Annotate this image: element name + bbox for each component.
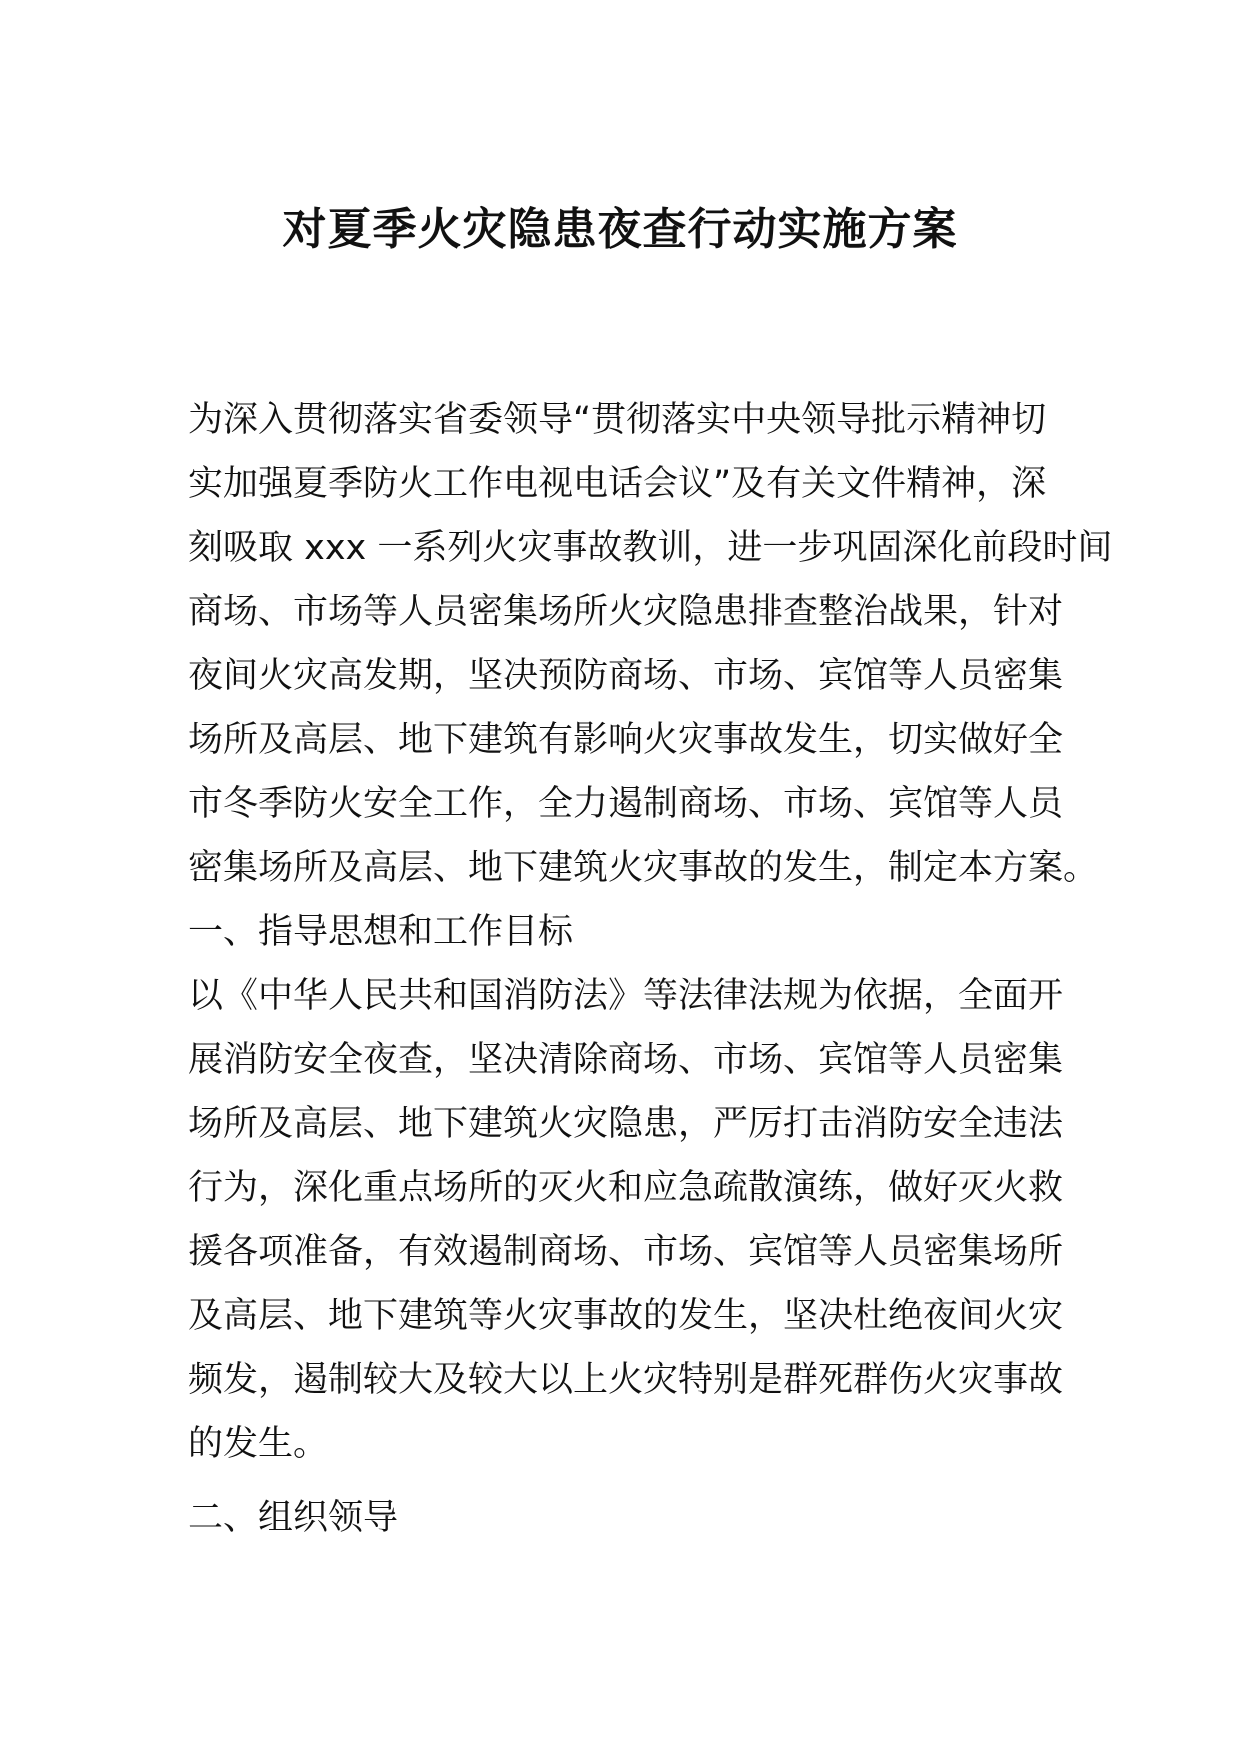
paragraph-line: 及高层、地下建筑等火灾事故的发生，坚决杜绝夜间火灾 bbox=[188, 1296, 1064, 1336]
paragraph-line: 频发，遏制较大及较大以上火灾特别是群死群伤火灾事故 bbox=[188, 1360, 1064, 1400]
section-heading: 二、组织领导 bbox=[188, 1498, 399, 1538]
paragraph-line: 商场、市场等人员密集场所火灾隐患排查整治战果，针对 bbox=[188, 592, 1064, 632]
document-title: 对夏季火灾隐患夜查行动实施方案 bbox=[282, 204, 958, 255]
document-body bbox=[188, 388, 1113, 1550]
paragraph-line: 实加强夏季防火工作电视电话会议”及有关文件精神，深 bbox=[188, 464, 1047, 504]
section1-paragraph bbox=[188, 964, 1064, 1476]
paragraph-line: 刻吸取 xxx 一系列火灾事故教训，进一步巩固深化前段时间 bbox=[188, 528, 1113, 568]
paragraph-line: 为深入贯彻落实省委领导“贯彻落实中央领导批示精神切 bbox=[188, 400, 1047, 440]
paragraph-line: 行为，深化重点场所的灭火和应急疏散演练，做好灭火救 bbox=[188, 1168, 1064, 1208]
paragraph-line: 援各项准备，有效遏制商场、市场、宾馆等人员密集场所 bbox=[188, 1232, 1064, 1272]
section-spacer bbox=[188, 1476, 1054, 1486]
paragraph-line: 场所及高层、地下建筑有影响火灾事故发生，切实做好全 bbox=[188, 720, 1064, 760]
intro-paragraph bbox=[188, 388, 1113, 900]
paragraph-line: 的发生。 bbox=[188, 1424, 329, 1464]
paragraph-line: 展消防安全夜查，坚决清除商场、市场、宾馆等人员密集 bbox=[188, 1040, 1064, 1080]
paragraph-line: 夜间火灾高发期，坚决预防商场、市场、宾馆等人员密集 bbox=[188, 656, 1064, 696]
paragraph-line: 密集场所及高层、地下建筑火灾事故的发生，制定本方案。 bbox=[188, 848, 1099, 888]
paragraph-line: 以《中华人民共和国消防法》等法律法规为依据，全面开 bbox=[188, 976, 1064, 1016]
paragraph-line: 市冬季防火安全工作，全力遏制商场、市场、宾馆等人员 bbox=[188, 784, 1064, 824]
paragraph-line: 场所及高层、地下建筑火灾隐患，严厉打击消防安全违法 bbox=[188, 1104, 1064, 1144]
section-heading: 一、指导思想和工作目标 bbox=[188, 912, 574, 952]
